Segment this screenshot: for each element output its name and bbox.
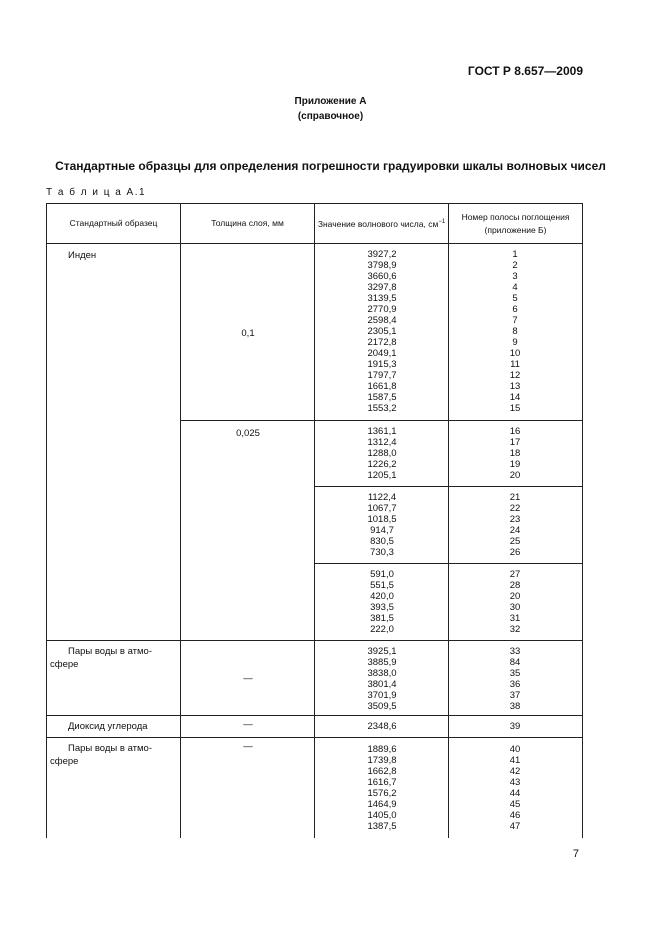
band-number: 5	[512, 293, 518, 304]
wavenumber-value: 3838,0	[367, 668, 397, 679]
wavenumber-value: 730,3	[370, 547, 394, 558]
sample-water-vapor-1-line2: сфере	[50, 659, 79, 670]
thickness-inden-0-025: 0,025	[236, 428, 260, 439]
wavenumber-value: 1553,2	[367, 403, 397, 414]
values-inden-b3	[342, 569, 422, 635]
rule-inden-block1	[180, 420, 583, 421]
wavenumber-value: 1889,6	[367, 744, 397, 755]
band-number: 16	[509, 426, 521, 437]
band-number: 27	[509, 569, 521, 580]
header-wavenumber	[315, 204, 448, 243]
wavenumber-value: 2172,8	[367, 337, 397, 348]
standard-code: ГОСТ Р 8.657—2009	[467, 64, 583, 78]
band-number: 21	[509, 492, 521, 503]
band-number: 18	[509, 448, 521, 459]
bands-inden-b3	[475, 569, 555, 635]
band-number: 42	[509, 766, 521, 777]
thickness-co2: —	[243, 719, 253, 730]
band-number: 40	[509, 744, 521, 755]
band-number: 46	[509, 810, 521, 821]
wavenumber-value: 830,5	[370, 536, 394, 547]
bands-inden-b1	[475, 426, 555, 481]
rule-inden-block3	[314, 563, 583, 564]
header-wavenumber-text	[318, 216, 445, 231]
band-number: 22	[509, 503, 521, 514]
wavenumber-value: 1576,2	[367, 788, 397, 799]
sample-water-vapor-1-line1: Пары воды в атмо-	[68, 646, 152, 657]
rule-inden-block2	[314, 486, 583, 487]
band-number: 38	[509, 701, 521, 712]
wavenumber-value: 1205,1	[367, 470, 397, 481]
band-number: 14	[509, 392, 521, 403]
bands-water-vapor-1	[475, 646, 555, 712]
wavenumber-value: 3297,8	[367, 282, 397, 293]
wavenumber-value: 1226,2	[367, 459, 397, 470]
band-number: 23	[509, 514, 521, 525]
wavenumber-value: 1387,5	[367, 821, 397, 832]
band-number: 2	[512, 260, 518, 271]
sample-water-vapor-2-line1: Пары воды в атмо-	[68, 743, 152, 754]
band-number: 12	[509, 370, 521, 381]
values-inden-b2	[342, 492, 422, 558]
sample-water-vapor-1	[50, 645, 152, 671]
wavenumber-value: 2049,1	[367, 348, 397, 359]
wavenumber-value: 1018,5	[367, 514, 397, 525]
sample-inden: Инден	[68, 250, 97, 261]
band-number: 17	[509, 437, 521, 448]
wavenumber-value: 1915,3	[367, 359, 397, 370]
wavenumber-value: 381,5	[370, 613, 394, 624]
wavenumber-value: 3509,5	[367, 701, 397, 712]
wavenumber-value: 1616,7	[367, 777, 397, 788]
wavenumber-value: 3701,9	[367, 690, 397, 701]
bands-co2	[475, 721, 555, 732]
band-number: 84	[509, 657, 521, 668]
band-number: 25	[509, 536, 521, 547]
wavenumber-value: 222,0	[370, 624, 394, 635]
band-number: 47	[509, 821, 521, 832]
values-inden-b1	[342, 426, 422, 481]
band-number: 43	[509, 777, 521, 788]
band-number: 3	[512, 271, 518, 282]
wavenumber-value: 2348,6	[367, 721, 397, 732]
table-label: Т а б л и ц а А.1	[46, 187, 147, 198]
wavenumber-value: 591,0	[370, 569, 394, 580]
band-number: 28	[509, 580, 521, 591]
wavenumber-value: 1661,8	[367, 381, 397, 392]
band-number: 44	[509, 788, 521, 799]
wavenumber-value: 3798,9	[367, 260, 397, 271]
band-number: 35	[509, 668, 521, 679]
wavenumber-value: 551,5	[370, 580, 394, 591]
header-thickness: Толщина слоя, мм	[211, 218, 284, 228]
values-water-vapor-1	[342, 646, 422, 712]
thickness-inden-0-1: 0,1	[241, 328, 255, 339]
wavenumber-value: 1739,8	[367, 755, 397, 766]
band-number: 37	[509, 690, 521, 701]
wavenumber-value: 1361,1	[367, 426, 397, 437]
band-number: 31	[509, 613, 521, 624]
rule-after-inden	[46, 640, 583, 641]
band-number: 39	[509, 721, 521, 732]
wavenumber-value: 2598,4	[367, 315, 397, 326]
appendix-title: Приложение А	[294, 96, 367, 107]
wavenumber-value: 3927,2	[367, 249, 397, 260]
wavenumber-value: 1464,9	[367, 799, 397, 810]
wavenumber-value: 3139,5	[367, 293, 397, 304]
appendix-heading	[0, 94, 661, 124]
rule-after-co2	[46, 737, 583, 738]
rule-after-water1	[46, 715, 583, 716]
wavenumber-value: 1587,5	[367, 392, 397, 403]
band-number: 11	[510, 359, 520, 370]
header-wavenumber-unit-sup: −1	[438, 219, 446, 226]
header-wavenumber-label: Значение волнового числа, см	[317, 218, 439, 229]
wavenumber-value: 3885,9	[367, 657, 397, 668]
bands-inden-b2	[475, 492, 555, 558]
band-number: 24	[509, 525, 521, 536]
wavenumber-value: 1405,0	[367, 810, 397, 821]
thickness-water-vapor-2: —	[243, 741, 253, 752]
table-border-left	[46, 203, 47, 838]
table-border-right	[582, 203, 583, 838]
wavenumber-value: 1122,4	[367, 492, 397, 503]
wavenumber-value: 1288,0	[367, 448, 397, 459]
page-number: 7	[572, 848, 579, 860]
bands-water-vapor-2	[475, 744, 555, 832]
band-number: 9	[512, 337, 518, 348]
wavenumber-value: 914,7	[370, 525, 394, 536]
header-sample: Стандартный образец	[69, 218, 158, 228]
band-number: 32	[509, 624, 521, 635]
wavenumber-value: 1312,4	[367, 437, 397, 448]
bands-inden-b0	[475, 249, 555, 414]
band-number: 45	[509, 799, 521, 810]
band-number: 10	[509, 348, 521, 359]
wavenumber-value: 2770,9	[367, 304, 397, 315]
col-sep-3	[448, 203, 449, 838]
band-number: 36	[509, 679, 521, 690]
header-band: Номер полосы поглощения (приложение Б)	[461, 211, 570, 235]
band-number: 1	[512, 249, 518, 260]
wavenumber-value: 1067,7	[367, 503, 397, 514]
sample-water-vapor-2-line2: сфере	[50, 756, 79, 767]
wavenumber-value: 3660,6	[367, 271, 397, 282]
band-number: 13	[509, 381, 521, 392]
band-number: 6	[512, 304, 518, 315]
document-title: Стандартные образцы для определения погрешности градуировки шкалы волновых чисел	[55, 159, 606, 173]
sample-water-vapor-2	[50, 742, 152, 768]
band-number: 7	[512, 315, 518, 326]
band-number: 4	[512, 282, 518, 293]
band-number: 30	[509, 602, 521, 613]
wavenumber-value: 3925,1	[367, 646, 397, 657]
thickness-water-vapor-1: —	[243, 673, 253, 684]
band-number: 20	[509, 470, 521, 481]
band-number: 19	[509, 459, 521, 470]
wavenumber-value: 2305,1	[367, 326, 397, 337]
sample-co2: Диоксид углерода	[68, 721, 148, 732]
values-water-vapor-2	[342, 744, 422, 832]
band-number: 8	[512, 326, 518, 337]
wavenumber-value: 393,5	[370, 602, 394, 613]
band-number: 41	[509, 755, 521, 766]
wavenumber-value: 1662,8	[367, 766, 397, 777]
band-number: 33	[509, 646, 521, 657]
wavenumber-value: 3801,4	[367, 679, 397, 690]
values-co2	[342, 721, 422, 732]
wavenumber-value: 420,0	[370, 591, 394, 602]
values-inden-b0	[342, 249, 422, 414]
band-number: 20	[509, 591, 521, 602]
wavenumber-value: 1797,7	[367, 370, 397, 381]
appendix-subtitle: (справочное)	[297, 111, 364, 122]
band-number: 15	[509, 403, 521, 414]
band-number: 26	[509, 547, 521, 558]
